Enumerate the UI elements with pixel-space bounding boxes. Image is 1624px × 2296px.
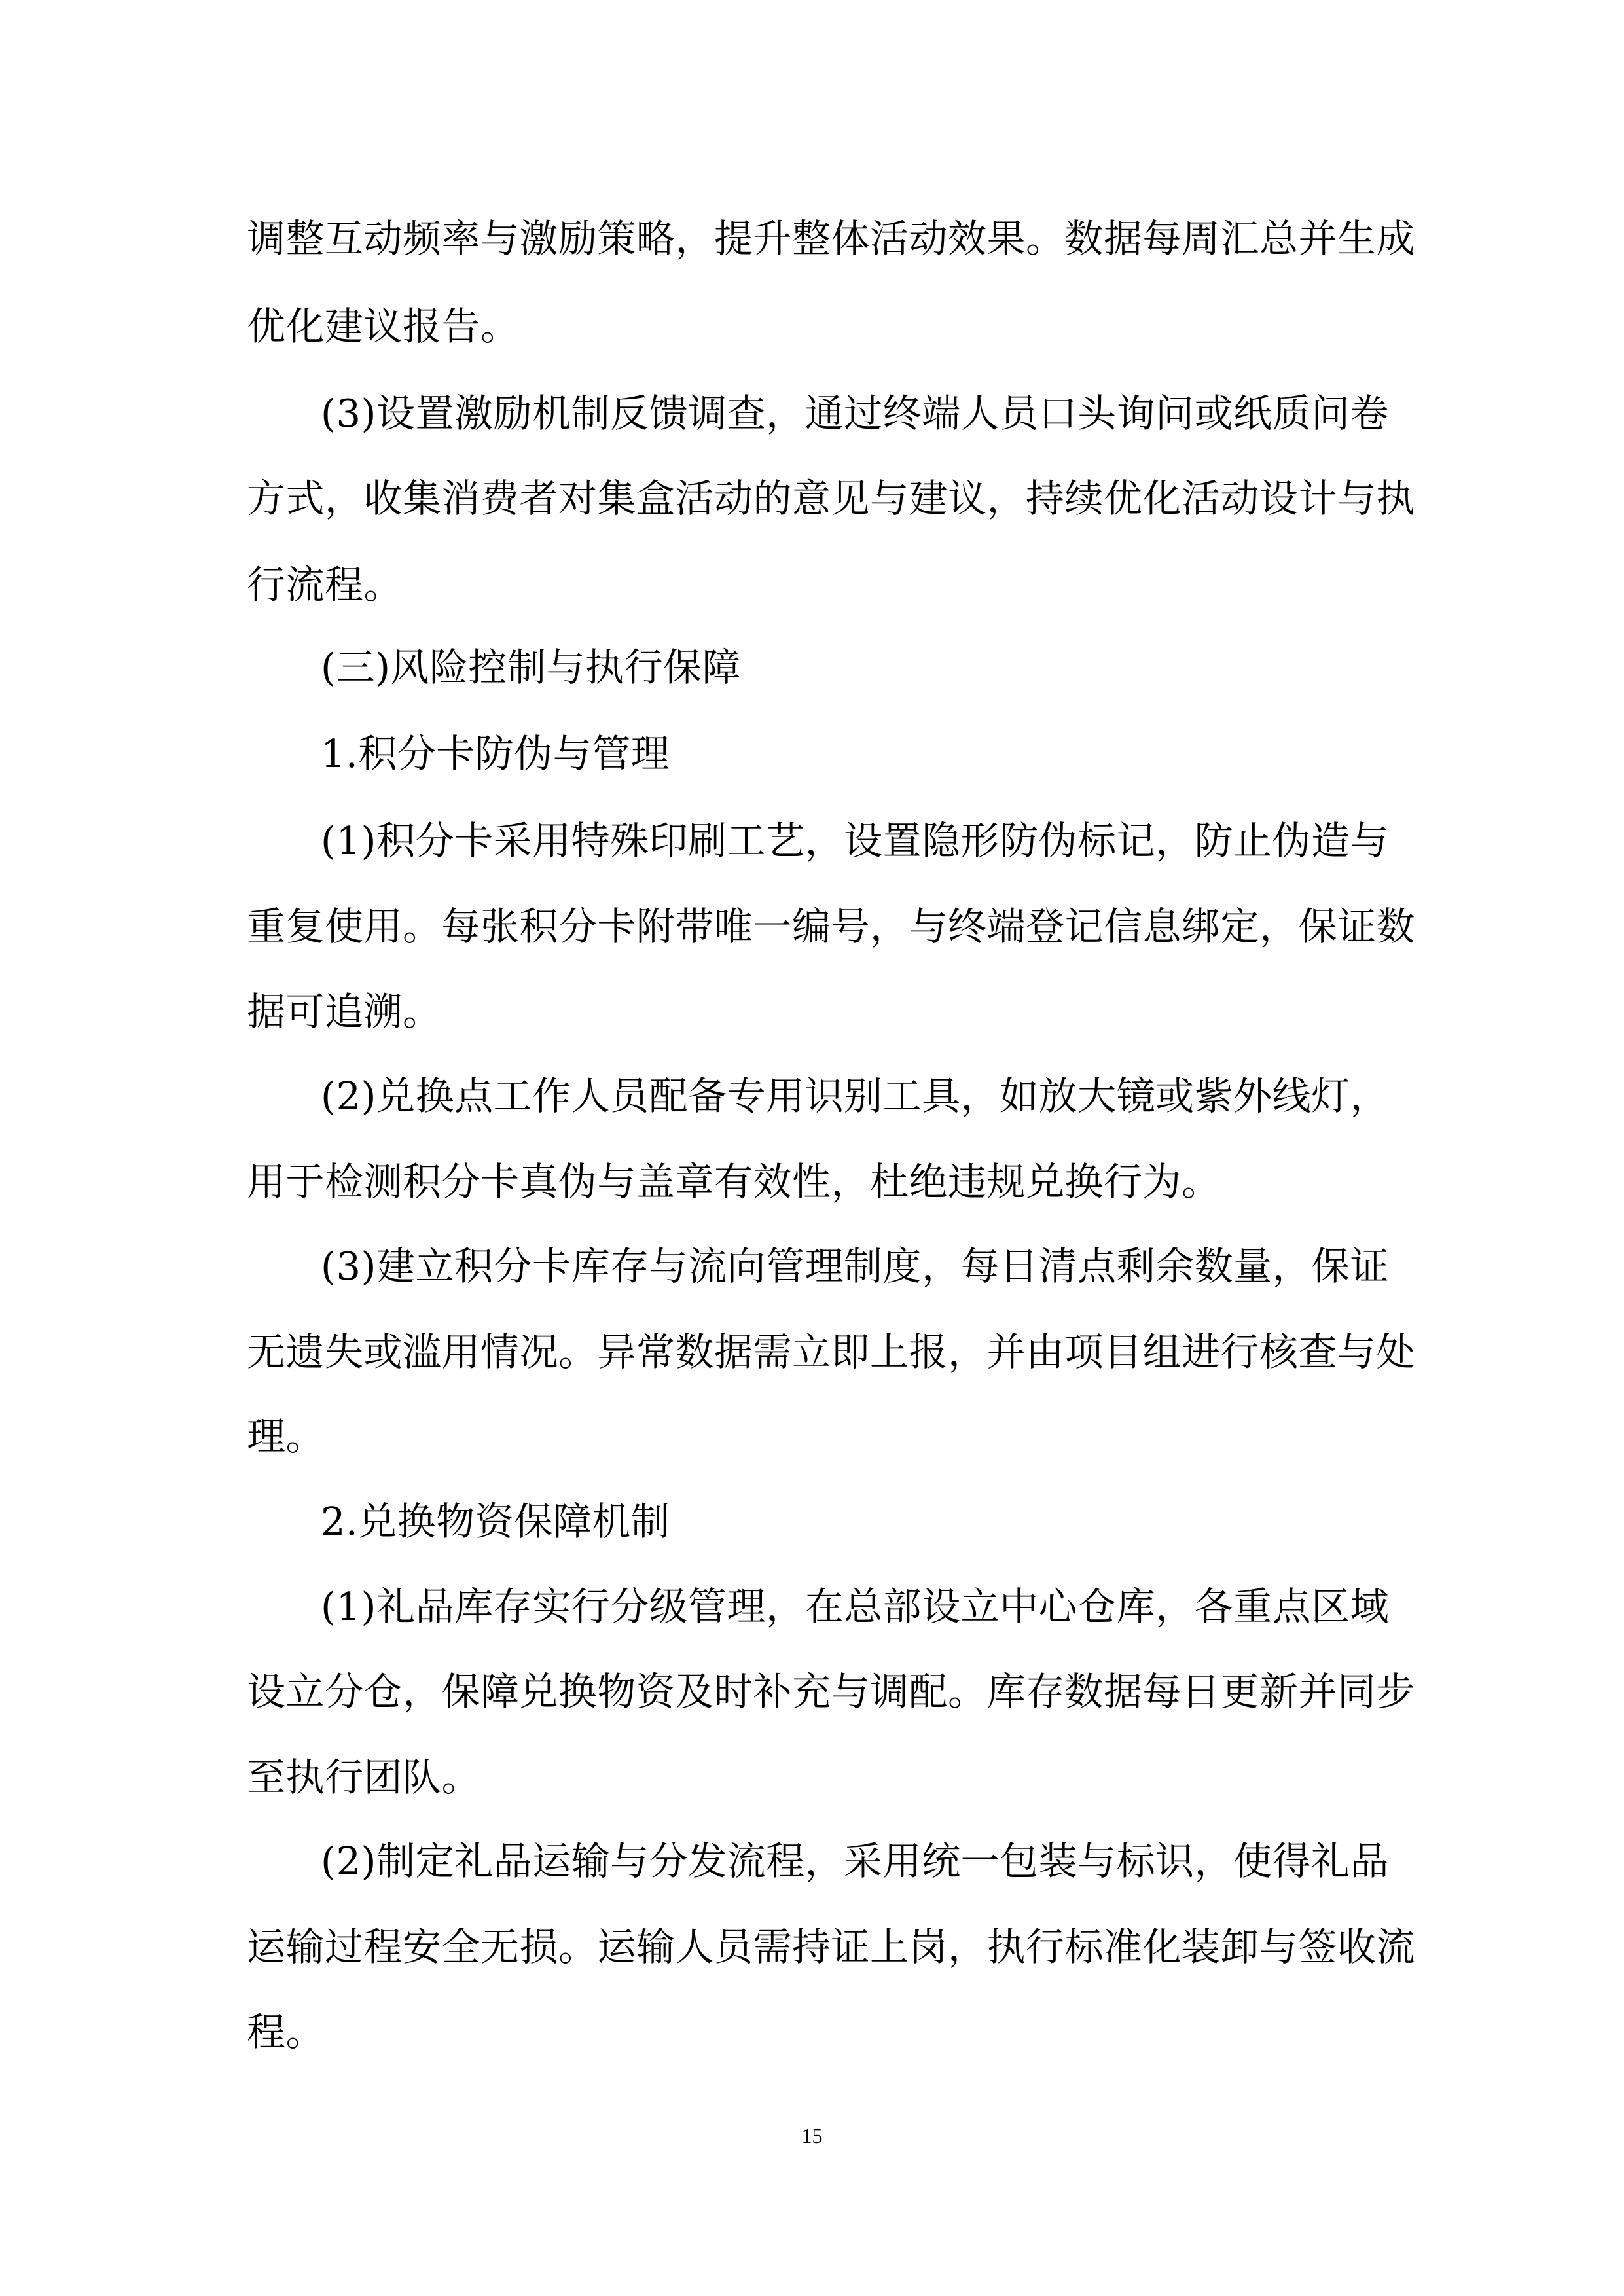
paragraph-line: 至执行团队。 <box>247 1755 481 1800</box>
paragraph-line: 运输过程安全无损。运输人员需持证上岗，执行标准化装卸与签收流 <box>247 1924 1416 1969</box>
paragraph-line: 据可追溯。 <box>247 989 442 1034</box>
paragraph-line: (2)兑换点工作人员配备专用识别工具，如放大镜或紫外线灯， <box>321 1073 1390 1119</box>
paragraph-line: (3)设置激励机制反馈调查，通过终端人员口头询问或纸质问卷 <box>321 391 1390 436</box>
paragraph-line: (1)礼品库存实行分级管理，在总部设立中心仓库，各重点区域 <box>321 1584 1390 1629</box>
paragraph-line: 无遗失或滥用情况。异常数据需立即上报，并由项目组进行核查与处 <box>247 1329 1416 1374</box>
subsection-heading: 2.兑换物资保障机制 <box>321 1499 670 1544</box>
section-heading: (三)风险控制与执行保障 <box>321 645 742 690</box>
paragraph-line: 程。 <box>247 2009 325 2054</box>
subsection-heading: 1.积分卡防伪与管理 <box>321 731 670 776</box>
paragraph-line: 优化建议报告。 <box>247 304 520 349</box>
paragraph-line: 用于检测积分卡真伪与盖章有效性，杜绝违规兑换行为。 <box>247 1159 1221 1204</box>
page-number: 15 <box>801 2124 823 2147</box>
paragraph-line: 理。 <box>247 1414 325 1459</box>
paragraph-line: 行流程。 <box>247 562 403 607</box>
paragraph-line: 重复使用。每张积分卡附带唯一编号，与终端登记信息绑定，保证数 <box>247 904 1416 949</box>
paragraph-line: 方式，收集消费者对集盒活动的意见与建议，持续优化活动设计与执 <box>247 476 1416 521</box>
paragraph-line: (2)制定礼品运输与分发流程，采用统一包装与标识，使得礼品 <box>321 1839 1390 1884</box>
paragraph-line: (1)积分卡采用特殊印刷工艺，设置隐形防伪标记，防止伪造与 <box>321 818 1390 863</box>
paragraph-line: 设立分仓，保障兑换物资及时补充与调配。库存数据每日更新并同步 <box>247 1669 1416 1714</box>
paragraph-line: (3)建立积分卡库存与流向管理制度，每日清点剩余数量，保证 <box>321 1244 1390 1289</box>
paragraph-line: 调整互动频率与激励策略，提升整体活动效果。数据每周汇总并生成 <box>247 216 1416 261</box>
